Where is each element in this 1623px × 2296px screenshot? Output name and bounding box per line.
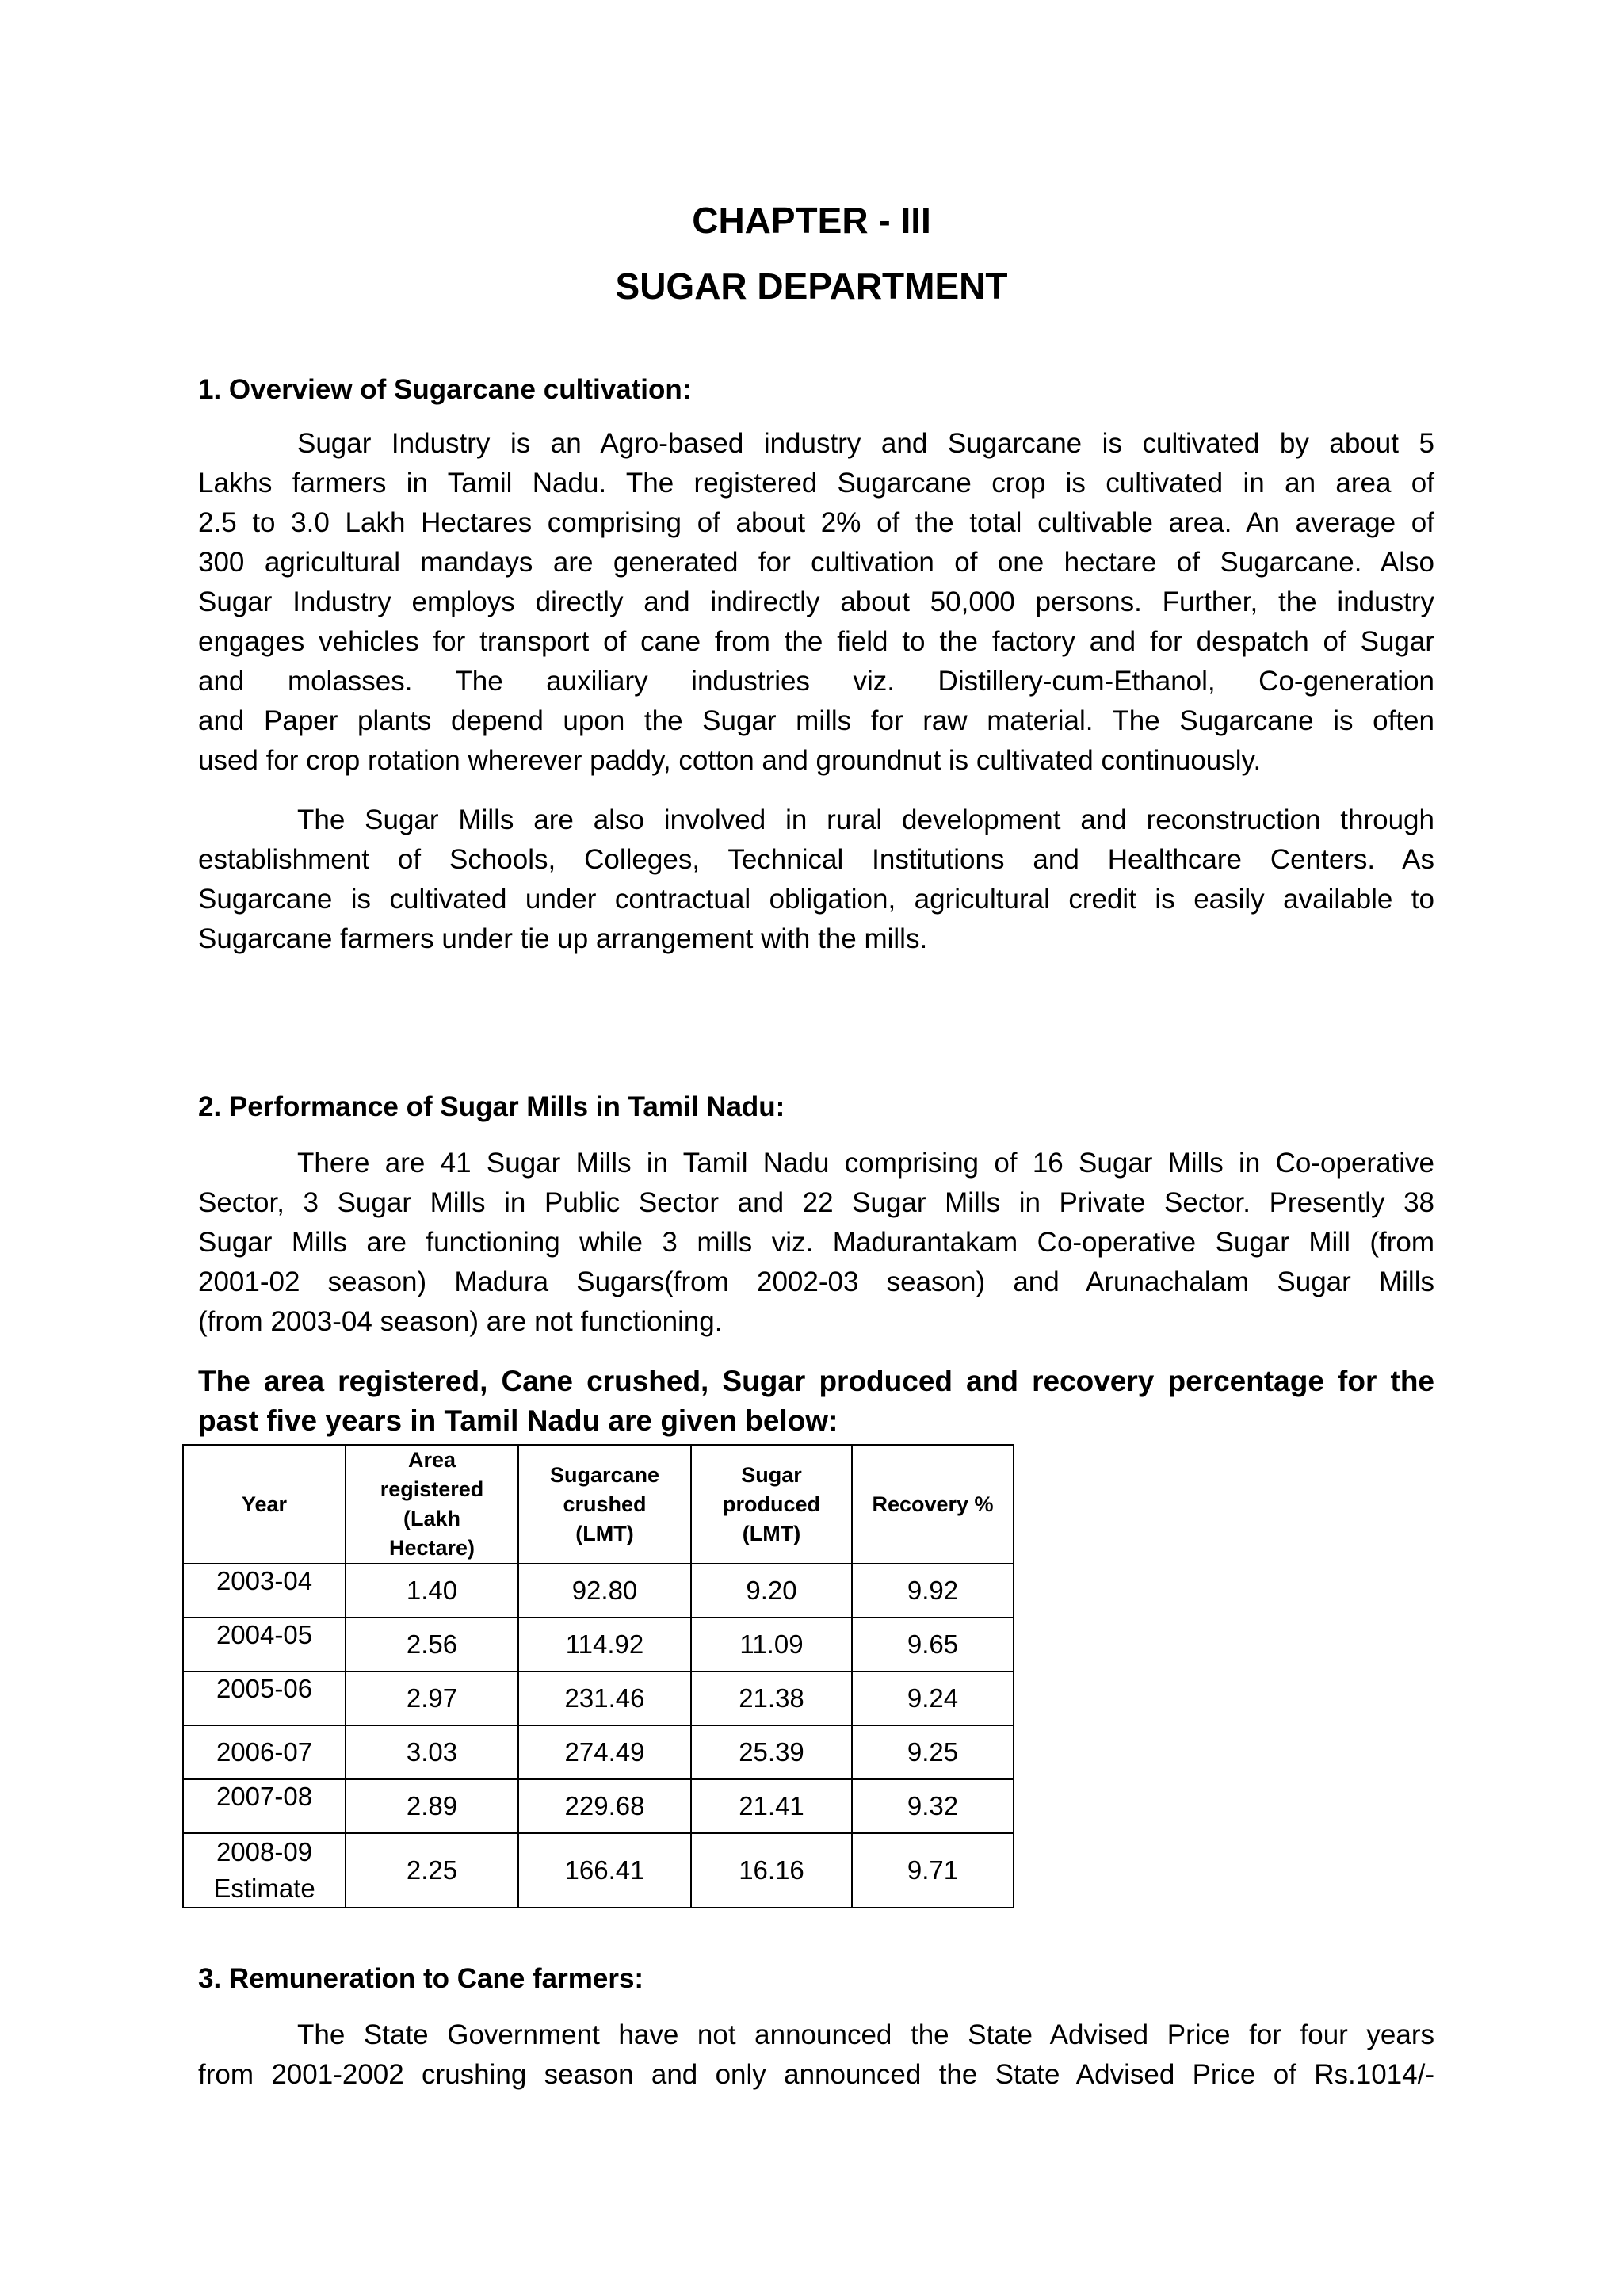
cell-area: 3.03: [346, 1725, 518, 1779]
text-line: The Sugar Mills are also involved in rural development and reconstruction through: [297, 804, 1434, 835]
text-line: establishment of Schools, Colleges, Technical Institutions and Healthcare Centers. As: [198, 844, 1434, 875]
text-line: 2001-02 season) Madura Sugars(from 2002-03 season) and Arunachalam Sugar Mills: [198, 1266, 1434, 1297]
table-row: [183, 1833, 1014, 1908]
cell-year: 2005-06: [183, 1671, 346, 1725]
cell-recovery: 9.92: [852, 1564, 1014, 1618]
cell-year: 2008-09 Estimate: [183, 1833, 346, 1908]
chapter-title: CHAPTER - III: [692, 200, 931, 241]
text-line: Sector, 3 Sugar Mills in Public Sector and 22 Sugar Mills in Private Sector. Presently 38: [198, 1187, 1434, 1218]
header-sugarcane-crushed: Sugarcane crushed (LMT): [518, 1445, 691, 1564]
cell-area: 2.56: [346, 1618, 518, 1671]
text-line: The State Government have not announced the State Advised Price for four years: [297, 2019, 1434, 2050]
section1-paragraph-1: [198, 424, 1434, 781]
text-line: The area registered, Cane crushed, Sugar produced and recovery percentage for the: [198, 1365, 1434, 1397]
cell-produced: 16.16: [691, 1833, 852, 1908]
cell-crushed: 231.46: [518, 1671, 691, 1725]
text-line: Sugarcane farmers under tie up arrangement with the mills.: [198, 923, 928, 954]
cell-year: 2003-04: [183, 1564, 346, 1618]
table-row: [183, 1671, 1014, 1725]
header-recovery: Recovery %: [852, 1445, 1014, 1564]
text-line: Sugar Industry is an Agro-based industry and Sugarcane is cultivated by about 5: [297, 428, 1434, 459]
text-line: Sugarcane is cultivated under contractual obligation, agricultural credit is easily available to: [198, 884, 1434, 915]
cell-year: 2004-05: [183, 1618, 346, 1671]
text-line: engages vehicles for transport of cane from the field to the factory and for despatch of Sugar: [198, 626, 1434, 657]
section3-heading: 3. Remuneration to Cane farmers:: [198, 1963, 644, 1994]
cell-produced: 11.09: [691, 1618, 852, 1671]
text-line: and Paper plants depend upon the Sugar mills for raw material. The Sugarcane is often: [198, 705, 1434, 736]
cell-area: 2.97: [346, 1671, 518, 1725]
section1-heading: 1. Overview of Sugarcane cultivation:: [198, 374, 692, 405]
cell-produced: 9.20: [691, 1564, 852, 1618]
table-row: [183, 1725, 1014, 1779]
section3-paragraph: [198, 2015, 1434, 2095]
table-row: [183, 1779, 1014, 1833]
sugar-performance-table: [182, 1444, 1014, 1908]
text-line: past five years in Tamil Nadu are given below:: [198, 1404, 838, 1437]
header-sugar-produced: Sugar produced (LMT): [691, 1445, 852, 1564]
text-line: used for crop rotation wherever paddy, cotton and groundnut is cultivated continuously.: [198, 745, 1262, 776]
table-header-row: [183, 1445, 1014, 1564]
cell-recovery: 9.65: [852, 1618, 1014, 1671]
text-line: (from 2003-04 season) are not functioning.: [198, 1306, 723, 1337]
cell-recovery: 9.24: [852, 1671, 1014, 1725]
text-line: Sugar Mills are functioning while 3 mills viz. Madurantakam Co-operative Sugar Mill (from: [198, 1227, 1434, 1258]
section1-paragraph-2: [198, 800, 1434, 959]
cell-recovery: 9.32: [852, 1779, 1014, 1833]
text-line: 300 agricultural mandays are generated for cultivation of one hectare of Sugarcane. Also: [198, 547, 1434, 578]
cell-crushed: 274.49: [518, 1725, 691, 1779]
cell-area: 2.25: [346, 1833, 518, 1908]
department-title: SUGAR DEPARTMENT: [615, 266, 1008, 307]
cell-crushed: 114.92: [518, 1618, 691, 1671]
text-line: There are 41 Sugar Mills in Tamil Nadu comprising of 16 Sugar Mills in Co-operative: [297, 1148, 1434, 1179]
cell-produced: 21.38: [691, 1671, 852, 1725]
cell-recovery: 9.25: [852, 1725, 1014, 1779]
cell-recovery: 9.71: [852, 1833, 1014, 1908]
cell-crushed: 166.41: [518, 1833, 691, 1908]
cell-produced: 21.41: [691, 1779, 852, 1833]
table-row: [183, 1618, 1014, 1671]
cell-area: 2.89: [346, 1779, 518, 1833]
cell-crushed: 92.80: [518, 1564, 691, 1618]
cell-year: 2006-07: [183, 1725, 346, 1779]
cell-area: 1.40: [346, 1564, 518, 1618]
cell-year: 2007-08: [183, 1779, 346, 1833]
table-row: [183, 1564, 1014, 1618]
text-line: and molasses. The auxiliary industries viz. Distillery-cum-Ethanol, Co-generation: [198, 666, 1434, 697]
section2-paragraph: [198, 1144, 1434, 1342]
cell-crushed: 229.68: [518, 1779, 691, 1833]
text-line: 2.5 to 3.0 Lakh Hectares comprising of about 2% of the total cultivable area. An average of: [198, 507, 1434, 538]
cell-produced: 25.39: [691, 1725, 852, 1779]
header-year: Year: [183, 1445, 346, 1564]
header-area-registered: Area registered (Lakh Hectare): [346, 1445, 518, 1564]
text-line: Lakhs farmers in Tamil Nadu. The registered Sugarcane crop is cultivated in an area of: [198, 468, 1434, 499]
text-line: from 2001-2002 crushing season and only announced the State Advised Price of Rs.1014/-: [198, 2059, 1434, 2090]
text-line: Sugar Industry employs directly and indirectly about 50,000 persons. Further, the industry: [198, 586, 1434, 617]
table-intro: [198, 1362, 1434, 1441]
section2-heading: 2. Performance of Sugar Mills in Tamil Nadu:: [198, 1091, 785, 1122]
